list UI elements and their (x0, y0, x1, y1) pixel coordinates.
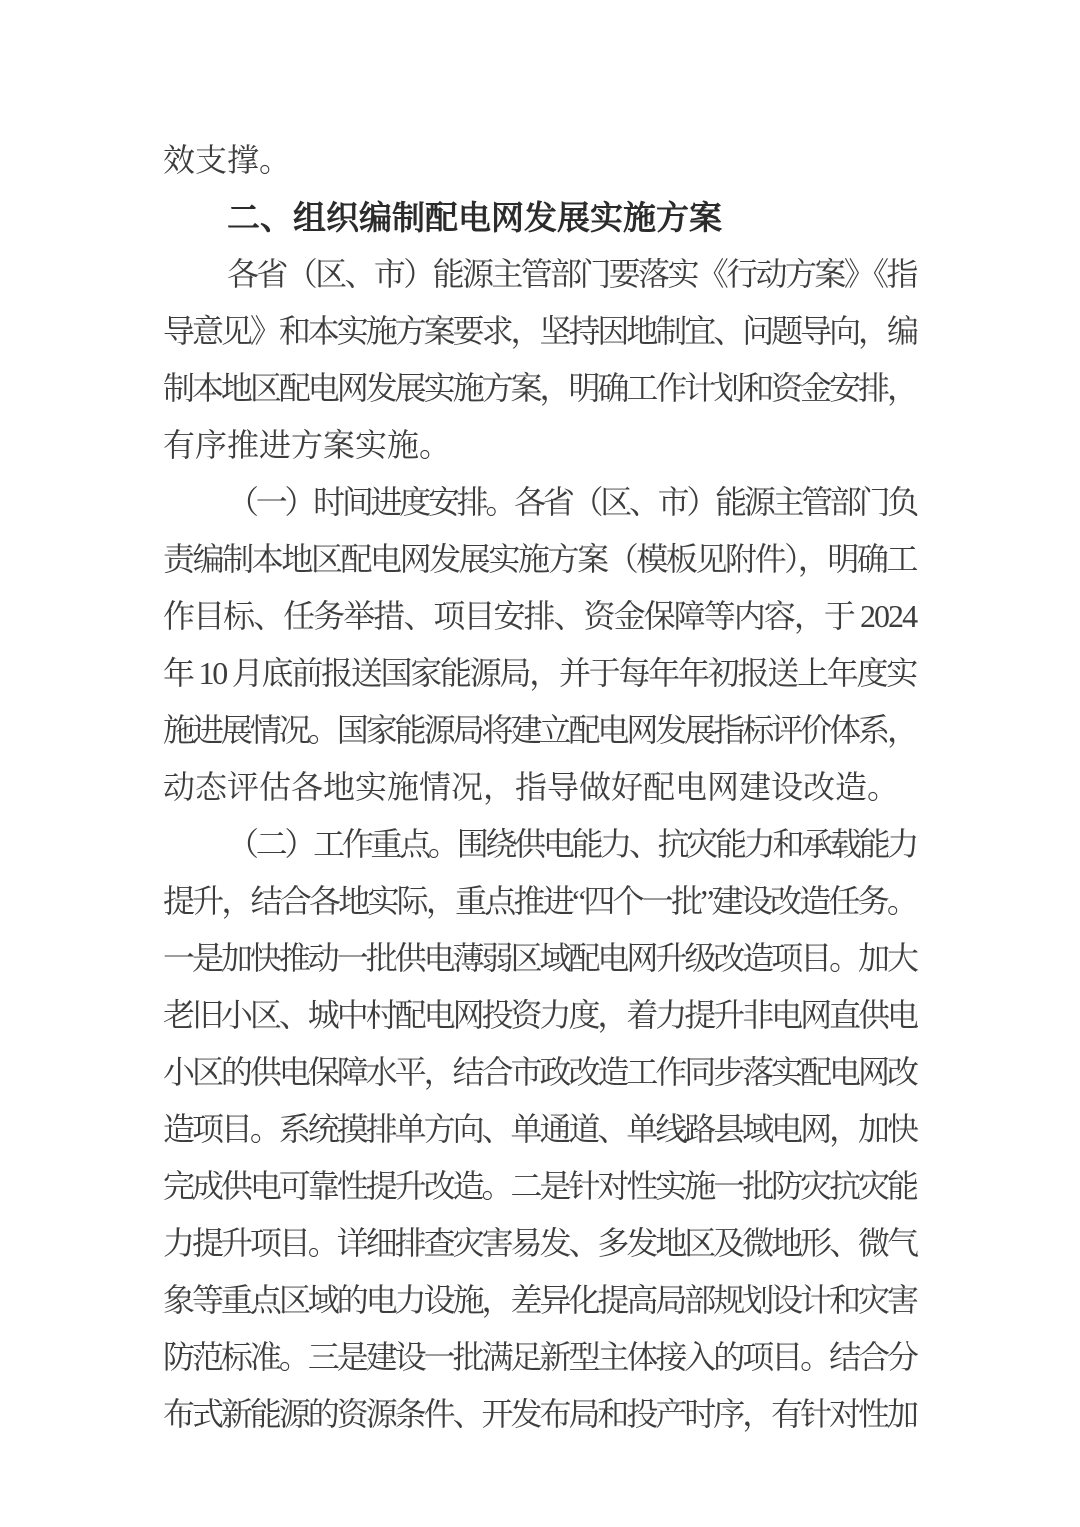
document-line (163, 474, 916, 531)
document-line (163, 930, 916, 987)
text-run: 小区的供电保障水平，结合市政改造工作同步落实配电网改 (163, 1054, 916, 1090)
line-text (163, 712, 916, 748)
text-run: 加大 (858, 940, 916, 976)
text-run: 施进展情况。国家能源局将建立配电网发展指标评价体系， (163, 712, 916, 748)
text-run: 二、组织编制配电网发展实施方案 (227, 199, 722, 236)
text-run: 结合分 (829, 1339, 916, 1375)
text-run: 老旧小区、城中村配电网投资力度，着力提升非电网直供电 (163, 997, 916, 1033)
text-run: 详细排查灾害易发、多发地区及微地形、微气 (336, 1225, 916, 1261)
line-text (163, 427, 451, 463)
line-text (163, 769, 899, 805)
text-run: 象等重点区域的电力设施，差异化提高局部规划设计和灾害 (163, 1282, 916, 1318)
document-line (163, 360, 916, 417)
document-line (163, 531, 916, 588)
text-run: 各省（区、市）能源主管部门要落实《行动方案》《指 (227, 256, 916, 292)
document-line (163, 303, 916, 360)
emphasis-run: （二）工作重点。 (227, 826, 457, 862)
line-text (163, 1282, 916, 1318)
line-text (227, 484, 916, 520)
text-run: 年 10 月底前报送国家能源局，并于每年年初报送上年度实 (163, 655, 917, 691)
emphasis-run: 二是针对性实施一批防灾抗灾能 (510, 1168, 916, 1204)
text-run: 提升，结合各地实际，重点推进“四个一批”建设改造任务。 (163, 883, 917, 919)
line-text (163, 1225, 916, 1261)
line-text (163, 1054, 916, 1090)
document-line (163, 1044, 916, 1101)
document-line (163, 873, 916, 930)
document-line (163, 1272, 916, 1329)
line-text (163, 598, 916, 634)
line-text (163, 313, 916, 349)
text-run: 防范标准。 (163, 1339, 308, 1375)
text-run: 动态评估各地实施情况，指导做好配电网建设改造。 (163, 769, 900, 805)
document-line (163, 132, 916, 189)
document-line (163, 1329, 916, 1386)
line-text (163, 370, 916, 406)
line-text (227, 256, 916, 292)
line-text (163, 997, 916, 1033)
line-text (163, 1339, 916, 1375)
document-line (163, 702, 916, 759)
document-line (163, 588, 916, 645)
document-line (163, 987, 916, 1044)
document-line (163, 816, 916, 873)
text-run: 作目标、任务举措、项目安排、资金保障等内容，于 2024 (163, 598, 917, 634)
text-run: 完成供电可靠性提升改造。 (163, 1168, 511, 1204)
text-run: 导意见》和本实施方案要求，坚持因地制宜、问题导向，编 (163, 313, 916, 349)
line-text (163, 655, 916, 691)
emphasis-run: 三是建设一批满足新型主体接入的项目。 (307, 1339, 830, 1375)
document-line (163, 246, 916, 303)
section-heading (163, 189, 916, 246)
line-text (163, 1168, 916, 1204)
emphasis-run: 力提升项目。 (163, 1225, 337, 1261)
text-run: 责编制本地区配电网发展实施方案（模板见附件），明确工 (163, 541, 917, 577)
document-line (163, 1101, 916, 1158)
document-line (163, 417, 916, 474)
document-line (163, 1215, 916, 1272)
line-text (163, 883, 916, 919)
line-text (163, 1111, 916, 1147)
document-text-block (163, 132, 916, 1443)
text-run: 效支撑。 (163, 142, 292, 178)
text-run: 有序推进方案实施。 (163, 427, 452, 463)
text-run: 制本地区配电网发展实施方案，明确工作计划和资金安排， (163, 370, 916, 406)
emphasis-run: 一是加快推动一批供电薄弱区域配电网升级改造项目。 (163, 940, 859, 976)
text-run: 围绕供电能力、抗灾能力和承载能力 (456, 826, 917, 862)
document-line (163, 1158, 916, 1215)
document-line (163, 645, 916, 702)
emphasis-run: （一）时间进度安排。 (227, 484, 515, 520)
text-run: 布式新能源的资源条件、开发布局和投产时序，有针对性加 (163, 1396, 916, 1432)
line-text (163, 1396, 916, 1432)
line-text (227, 826, 916, 862)
line-text (163, 541, 916, 577)
line-text (227, 199, 722, 236)
line-text (163, 142, 291, 178)
text-run: 各省（区、市）能源主管部门负 (514, 484, 917, 520)
line-text (163, 940, 916, 976)
document-line (163, 1386, 916, 1443)
text-run: 造项目。系统摸排单方向、单通道、单线路县域电网，加快 (163, 1111, 916, 1147)
document-line (163, 759, 916, 816)
